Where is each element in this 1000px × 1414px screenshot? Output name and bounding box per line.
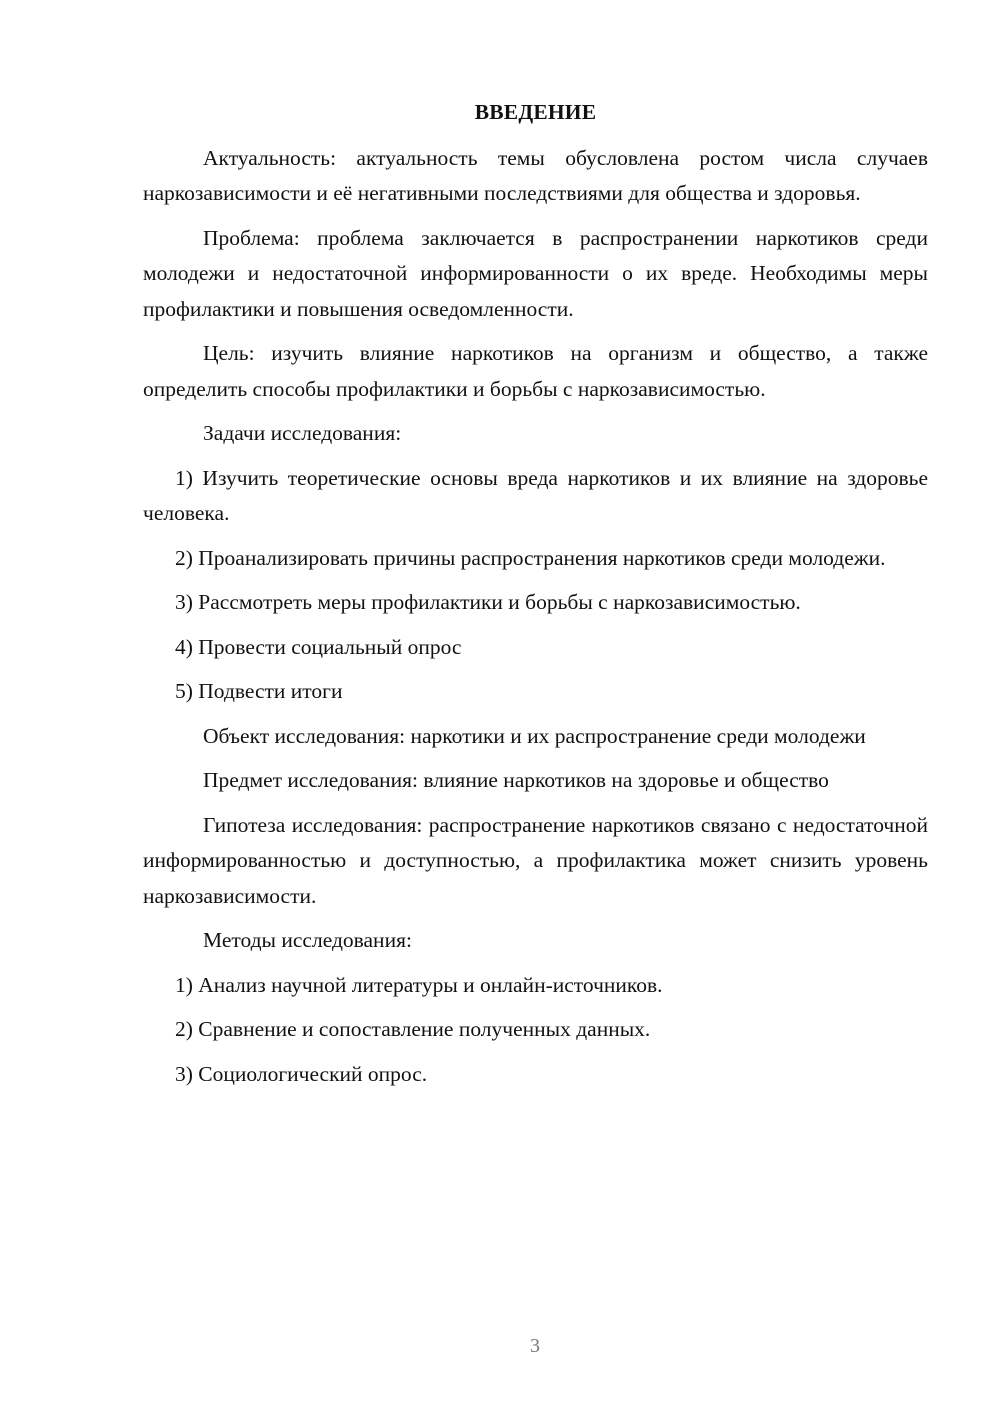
hypothesis-paragraph: Гипотеза исследования: распространение наркотиков связано с недостаточной информированностью и доступностью, а профилактика может снизить уровень наркозависимости. bbox=[143, 812, 928, 908]
task-item-3: 3) Рассмотреть меры профилактики и борьбы с наркозависимостью. bbox=[175, 590, 801, 614]
page-content bbox=[143, 95, 928, 1101]
task-item-5: 5) Подвести итоги bbox=[175, 679, 343, 703]
problem-paragraph: Проблема: проблема заключается в распространении наркотиков среди молодежи и недостаточной информированности о их вреде. Необходимы меры профилактики и повышения осведомленности. bbox=[143, 225, 928, 321]
task-item-4: 4) Провести социальный опрос bbox=[175, 634, 462, 659]
subject-paragraph: Предмет исследования: влияние наркотиков на здоровье и общество bbox=[203, 768, 829, 792]
task-item-1: 1) Изучить теоретические основы вреда наркотиков и их влияние на здоровье человека. bbox=[143, 465, 928, 525]
goal-paragraph: Цель: изучить влияние наркотиков на организм и общество, а также определить способы профилактики и борьбы с наркозависимостью. bbox=[143, 341, 928, 401]
relevance-paragraph: Актуальность: актуальность темы обусловлена ростом числа случаев наркозависимости и её негативными последствиями для общества и здоровья. bbox=[143, 145, 928, 205]
task-item-2: 2) Проанализировать причины распространения наркотиков среди молодежи. bbox=[175, 545, 886, 570]
method-item-2: 2) Сравнение и сопоставление полученных данных. bbox=[175, 1017, 651, 1041]
method-item-1: 1) Анализ научной литературы и онлайн-источников. bbox=[175, 972, 663, 997]
method-item-3: 3) Социологический опрос. bbox=[175, 1061, 428, 1086]
page-title: ВВЕДЕНИЕ bbox=[474, 100, 597, 124]
tasks-heading: Задачи исследования: bbox=[203, 421, 402, 445]
object-paragraph: Объект исследования: наркотики и их распространение среди молодежи bbox=[203, 723, 866, 748]
methods-heading: Методы исследования: bbox=[203, 928, 412, 952]
page-number: 3 bbox=[530, 1335, 540, 1357]
